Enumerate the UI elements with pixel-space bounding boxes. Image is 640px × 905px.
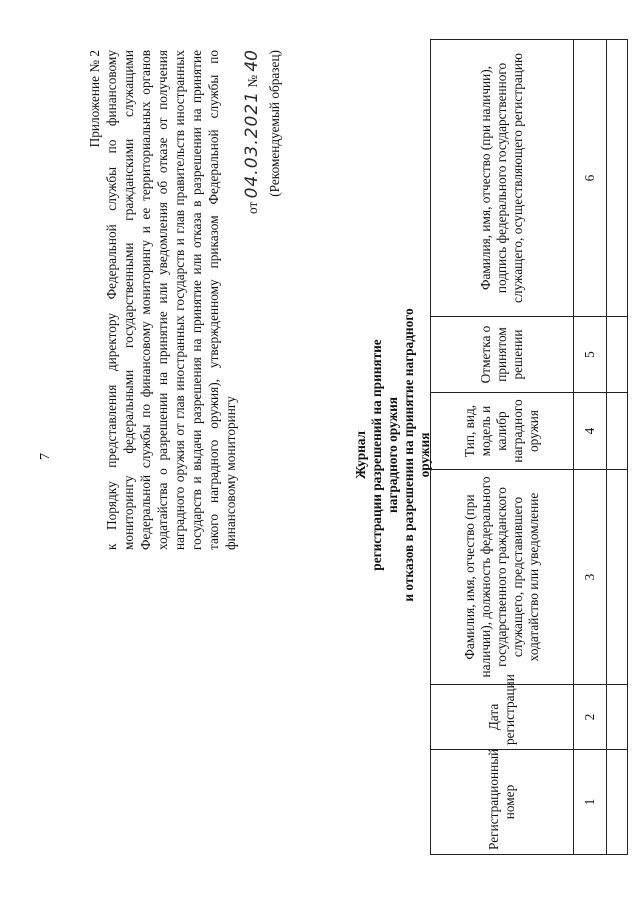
column-number: 5 (574, 317, 607, 393)
column-number: 3 (574, 470, 607, 685)
table-cell (607, 317, 628, 393)
column-number: 2 (574, 685, 607, 750)
from-label: от (245, 201, 260, 214)
column-number: 6 (574, 40, 607, 317)
page-number: 7 (38, 453, 53, 460)
table-cell (607, 393, 628, 470)
journal-title-block (353, 305, 433, 605)
header-weapon-type: Тип, вид, модель и калибр наградного оружия (431, 393, 574, 470)
handwritten-date: 04.03.2021 (242, 90, 262, 199)
appendix-title: Приложение № 2 (87, 50, 102, 148)
appendix-body: к Порядку представления директору Федеральной службы по финансовому мониторингу федеральными государственными гражданскими служащими Федеральной службы по финансовому мониторингу и ее территориальных органов ходатайства о разрешении на принятие или уведомления об отказе от получения наградного оружия от глав иностранных государств и глав правительств иностранных государств и выдачи разрешения на принятие или отказа в разрешении на принятие такого наградного оружия), утвержденному приказом Федеральной службы по финансовому мониторингу (104, 50, 238, 550)
number-label: № (245, 74, 260, 88)
journal-title: Журнал (353, 430, 368, 480)
table-cell (607, 750, 628, 855)
table-header-row (431, 40, 574, 855)
column-number: 1 (574, 750, 607, 855)
column-number-row (574, 40, 607, 855)
table-cell (607, 470, 628, 685)
appendix-block (86, 50, 283, 550)
header-registration-number: Регистрационный номер (431, 750, 574, 855)
journal-table (430, 39, 628, 855)
table-row (607, 40, 628, 855)
handwritten-number: 40 (242, 50, 262, 72)
header-registrar: Фамилия, имя, отчество (при наличии), подпись федерального государственного служащего, осуществляющего регистрацию (431, 40, 574, 317)
order-date-number (244, 50, 261, 550)
table-cell (607, 685, 628, 750)
recommended-sample-note: (Рекомендуемый образец) (267, 50, 282, 197)
header-applicant: Фамилия, имя, отчество (при наличии), должность федерального государственного гражданского служащего, представившего ходатайство или уведомление (431, 470, 574, 685)
table-cell (607, 40, 628, 317)
column-number: 4 (574, 393, 607, 470)
journal-subtitle-line1: регистрации разрешений на принятие наградного оружия (369, 339, 400, 571)
journal-subtitle-line2: и отказов в разрешении на принятие наградного оружия (401, 308, 432, 602)
header-registration-date: Дата регистрации (431, 685, 574, 750)
header-decision-mark: Отметка о принятом решении (431, 317, 574, 393)
